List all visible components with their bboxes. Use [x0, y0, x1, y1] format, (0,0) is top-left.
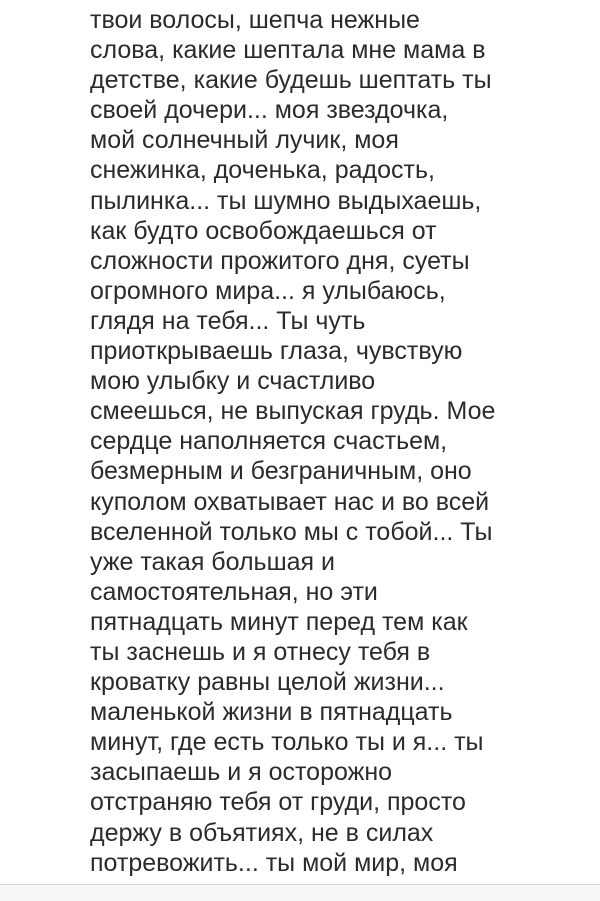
text-line: слова, какие шептала мне мама в — [90, 36, 486, 65]
text-line: снежинка, доченька, радость, — [90, 156, 435, 185]
text-line: кроватку равны целой жизни... — [90, 668, 445, 697]
post-text — [90, 5, 495, 878]
text-line: засыпаешь и я осторожно — [90, 758, 393, 787]
text-line: минут, где есть только ты и я... ты — [90, 728, 484, 757]
text-line: сложности прожитого дня, суеты — [90, 246, 470, 275]
text-line: пятнадцать минут перед тем как — [90, 607, 468, 636]
text-line: держу в объятиях, не в силах — [90, 818, 434, 847]
text-line: сердце наполняется счастьем, — [90, 427, 448, 456]
text-line: глядя на тебя... Ты чуть — [90, 306, 366, 335]
text-line: мой солнечный лучик, моя — [90, 126, 399, 155]
text-line: твои волосы, шепча нежные — [90, 6, 420, 34]
text-line: уже такая большая и — [90, 547, 335, 576]
text-line: как будто освобождаешься от — [90, 216, 437, 245]
text-line: самостоятельная, но эти — [90, 577, 378, 606]
text-line: огромного мира... я улыбаюсь, — [90, 276, 446, 305]
text-line: мою улыбку и счастливо — [90, 367, 376, 396]
text-line: маленькой жизни в пятнадцать — [90, 698, 453, 727]
text-line: отстраняю тебя от груди, просто — [90, 788, 466, 817]
text-line: приоткрываешь глаза, чувствую — [90, 337, 463, 366]
text-line: своей дочери... моя звездочка, — [90, 96, 449, 125]
text-line: вселенной только мы с тобой... Ты — [90, 517, 493, 546]
text-line: потревожить... ты мой мир, моя — [90, 848, 458, 877]
text-line: пылинка... ты шумно выдыхаешь, — [90, 186, 482, 215]
bottom-bar — [0, 885, 600, 901]
text-line: детстве, какие будешь шептать ты — [90, 66, 492, 95]
text-line: смеешься, не выпуская грудь. Мое — [90, 397, 496, 426]
text-line: куполом охватывает нас и во всей — [90, 487, 490, 516]
text-line: безмерным и безграничным, оно — [90, 457, 472, 486]
text-line: ты заснешь и я отнесу тебя в — [90, 637, 431, 666]
